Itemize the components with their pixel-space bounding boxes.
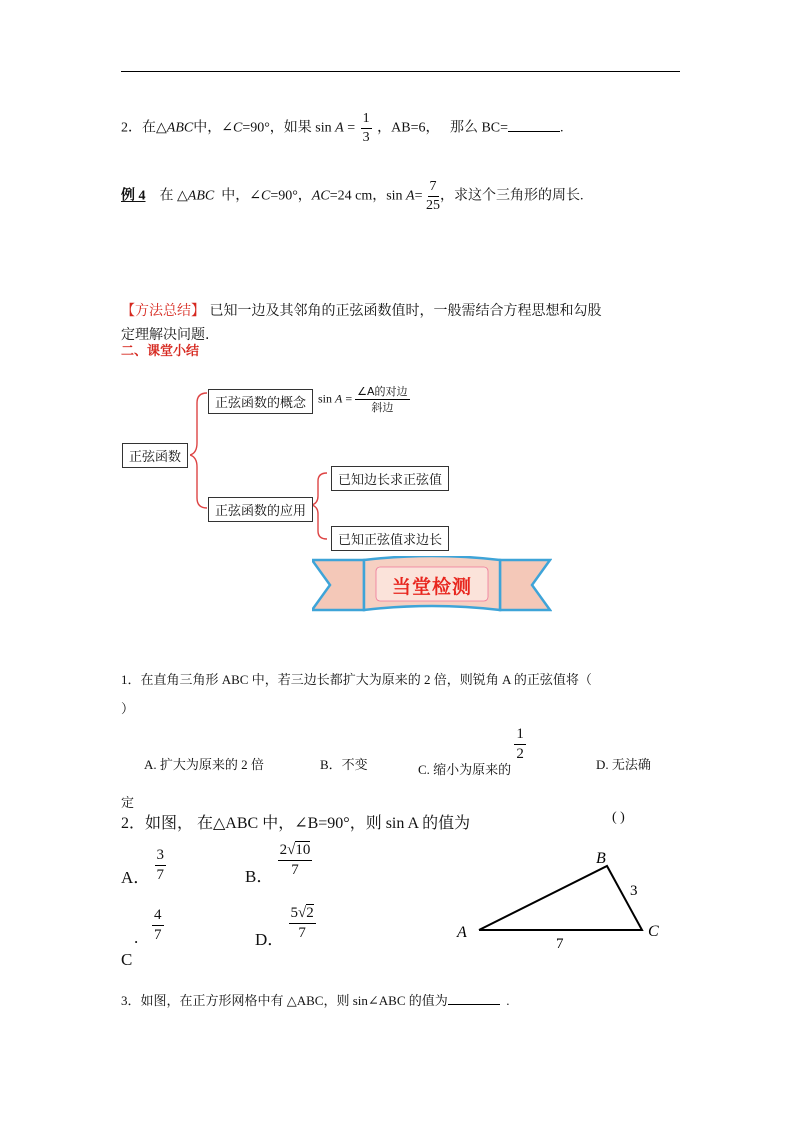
- quiz-q2-option-c-fraction: [152, 908, 164, 943]
- banner-title: 当堂检测: [391, 576, 472, 598]
- quiz-q2-option-b[interactable]: B． $\frac{2√10}{7}$: [245, 842, 311, 887]
- quiz-q3: 3．如图，在正方形网格中有 △ABC，则 sin∠ABC 的值为 .: [121, 993, 510, 1008]
- quiz-q2-option-c[interactable]: C: [121, 950, 133, 969]
- vertex-a-label: A: [457, 924, 467, 941]
- quiz-q1-option-a[interactable]: A. 扩大为原来的 2 倍: [144, 757, 264, 772]
- sine-formula-fraction: $\frac{\text{∠A的对边}}{\text{斜边}}$: [357, 385, 408, 414]
- mindmap-root: 正弦函数: [122, 443, 188, 468]
- quiz-q2-option-d[interactable]: D． $\frac{5√2}{7}$: [255, 905, 314, 950]
- quiz-q2-option-c-dot: .: [134, 928, 139, 947]
- quiz-q2-option-a[interactable]: A． $\frac{3}{7}$: [121, 847, 165, 888]
- triangle-figure: [455, 845, 685, 955]
- fraction-one-third: $\frac{1}{3}$: [362, 111, 370, 145]
- fraction-one-half: $\frac{1}{2}$: [516, 726, 524, 762]
- section-title: 二、课堂小结: [121, 344, 200, 359]
- quiz-q2-paren: ( ): [612, 810, 625, 825]
- quiz-q1-line2: ）: [121, 701, 135, 716]
- vertex-c-label: C: [648, 923, 659, 940]
- question-2-top: 2．在△ABC中，∠C=90°，如果 sin A = $\frac{1}{3}$ ，AB=6， 那么 BC= .: [121, 111, 564, 145]
- example-4: 例 4 在 △ABC 中，∠C=90°，AC=24 cm，sin A= $\frac{7}{25}$ ，求这个三角形的周长.: [121, 179, 584, 213]
- fraction-2root10-7: $\frac{2√10}{7}$: [279, 842, 311, 878]
- mindmap-application: 正弦函数的应用: [208, 497, 313, 522]
- side-ac-label: 7: [556, 936, 564, 952]
- fraction-7-25: $\frac{7}{25}$: [426, 179, 441, 213]
- sine-formula: sin A = $\frac{\text{∠A的对边}}{\text{斜边}}$: [318, 385, 408, 414]
- quiz-q2-text: 2．如图， 在△ABC 中，∠B=90°，则 sin A 的值为: [121, 815, 471, 832]
- top-rule: [121, 71, 680, 72]
- method-summary-tag: 【方法总结】: [121, 303, 205, 319]
- example-4-label: 例 4: [121, 188, 146, 204]
- quiz-q1-option-b[interactable]: B．不变: [320, 757, 368, 772]
- quiz-q1-option-d-tail: 定: [121, 795, 135, 810]
- quiz-q1-option-d[interactable]: D. 无法确: [596, 757, 651, 772]
- quiz-q1-line1: 1．在直角三角形 ABC 中，若三边长都扩大为原来的 2 倍，则锐角 A 的正弦值将（: [121, 672, 592, 687]
- mindmap-app-2: 已知正弦值求边长: [331, 526, 449, 551]
- side-bc-label: 3: [630, 883, 638, 899]
- mindmap-concept: 正弦函数的概念: [208, 389, 313, 414]
- answer-blank-q3[interactable]: [448, 992, 500, 1005]
- mindmap-app-1: 已知边长求正弦值: [331, 466, 449, 491]
- vertex-b-label: B: [596, 850, 606, 867]
- fraction-4-7: $\frac{4}{7}$: [154, 907, 162, 943]
- quiz-q1-option-c[interactable]: C. 缩小为原来的 $\frac{1}{2}$: [418, 726, 524, 778]
- fraction-3-7: $\frac{3}{7}$: [156, 847, 165, 883]
- method-summary: 【方法总结】 已知一边及其邻角的正弦函数值时，一般需结合方程思想和勾股 定理解决问题.: [121, 303, 602, 343]
- fraction-5root2-7: $\frac{5√2}{7}$: [290, 905, 314, 941]
- answer-blank[interactable]: [508, 119, 560, 132]
